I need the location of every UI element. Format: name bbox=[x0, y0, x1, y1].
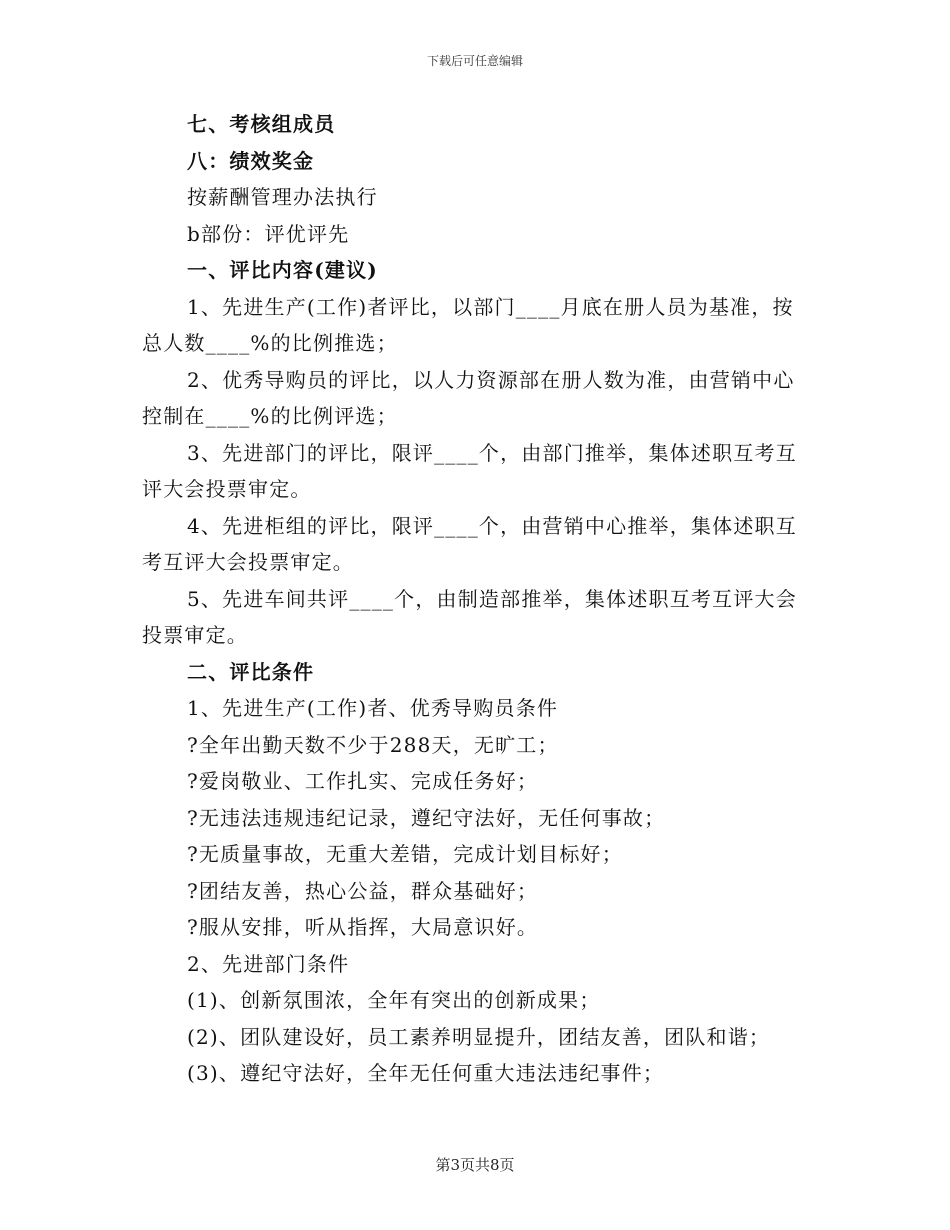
section-heading-evaluation-content: 一、评比内容(建议) bbox=[187, 258, 378, 282]
paragraph-line: 3、先进部门的评比，限评____个，由部门推举，集体述职互考互 bbox=[187, 440, 797, 465]
paragraph-line: 控制在____%的比例评选； bbox=[142, 404, 398, 428]
page-number: 第3页共8页 bbox=[435, 1156, 515, 1174]
list-item: ?团结友善，热心公益，群众基础好； bbox=[187, 878, 539, 903]
paragraph-line: 2、优秀导购员的评比，以人力资源部在册人数为准，由营销中心 bbox=[187, 367, 795, 392]
list-item: (3)、遵纪守法好，全年无任何重大违法违纪事件； bbox=[187, 1061, 665, 1085]
paragraph-line: 5、先进车间共评____个，由制造部推举，集体述职互考互评大会 bbox=[187, 586, 797, 611]
document-body bbox=[142, 106, 808, 1092]
paragraph-line: 总人数____%的比例推选； bbox=[142, 331, 398, 355]
paragraph-line: 1、先进生产(工作)者、优秀导购员条件 bbox=[187, 696, 559, 720]
list-item: (2)、团队建设好，员工素养明显提升，团结友善，团队和谐； bbox=[187, 1024, 771, 1049]
list-item: ?全年出勤天数不少于288天，无旷工； bbox=[187, 732, 559, 757]
list-item: ?爱岗敬业、工作扎实、完成任务好； bbox=[187, 769, 539, 793]
paragraph-line: 按薪酬管理办法执行 bbox=[187, 185, 378, 209]
list-item: ?无违法违规违纪记录，遵纪守法好，无任何事故； bbox=[187, 805, 666, 830]
page-header: 下载后可任意编辑 bbox=[426, 54, 523, 68]
paragraph-line: 考互评大会投票审定。 bbox=[142, 550, 354, 574]
list-item: (1)、创新氛围浓，全年有突出的创新成果； bbox=[187, 988, 601, 1012]
paragraph-line: 2、先进部门条件 bbox=[187, 951, 350, 976]
list-item: ?无质量事故，无重大差错，完成计划目标好； bbox=[187, 842, 623, 866]
paragraph-line: 评大会投票审定。 bbox=[142, 477, 312, 501]
list-item: ?服从安排，听从指挥，大局意识好。 bbox=[187, 915, 539, 939]
section-heading-evaluation-conditions: 二、评比条件 bbox=[187, 659, 315, 684]
paragraph-line: b部份：评优评先 bbox=[187, 221, 350, 246]
section-heading-performance-bonus: 八：绩效奖金 bbox=[187, 148, 315, 173]
paragraph-line: 投票审定。 bbox=[142, 623, 248, 647]
paragraph-line: 1、先进生产(工作)者评比，以部门____月底在册人员为基准，按 bbox=[187, 294, 794, 319]
paragraph-line: 4、先进柜组的评比，限评____个，由营销中心推举，集体述职互 bbox=[187, 513, 797, 538]
section-heading-assessment-team: 七、考核组成员 bbox=[187, 112, 336, 136]
